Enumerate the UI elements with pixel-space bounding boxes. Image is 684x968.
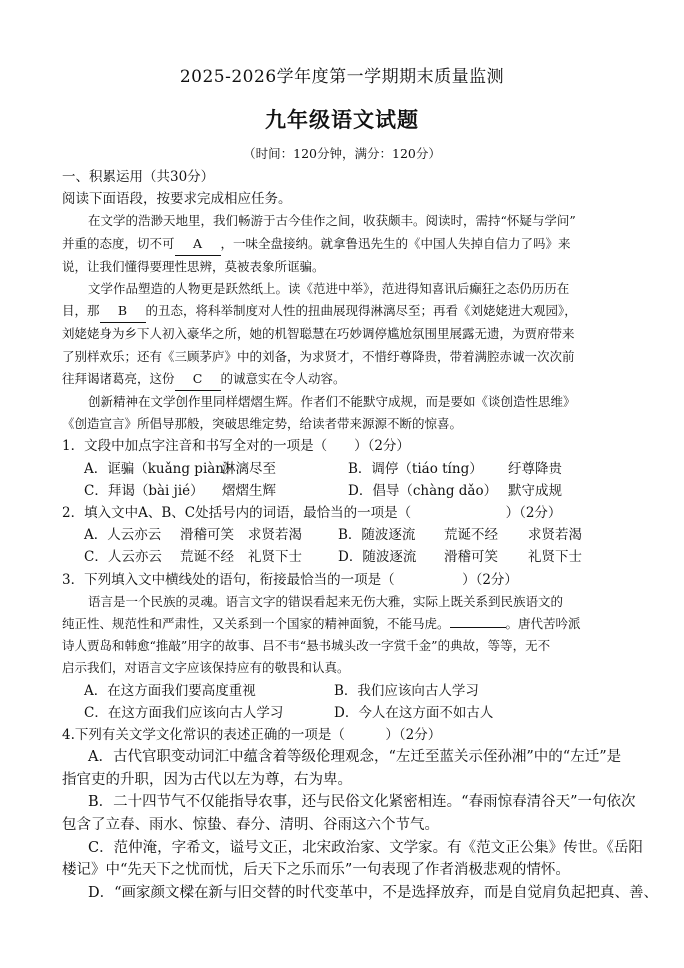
question-3-passage — [62, 591, 632, 680]
option-b[interactable]: B．调停（tiáo tíng） — [348, 460, 483, 477]
blank-a: A — [175, 233, 221, 256]
passage-line: 文学作品塑造的人物更是跃然纸上。读《范进中举》，范进得知喜讯后癫狂之态仍历历在 — [88, 281, 570, 297]
option-c[interactable]: C．拜谒（bài jié） — [84, 482, 204, 499]
question-1-stem: 1．文段中加点字注音和书写全对的一项是（ ）（2分） — [62, 438, 410, 455]
exam-title: 2025-2026学年度第一学期期末质量监测 — [179, 67, 505, 87]
passage-line: 语言是一个民族的灵魂。语言文字的错误看起来无伤大雅，实际上既关系到民族语文的 — [88, 593, 564, 609]
question-2-options-row — [62, 524, 632, 546]
option-d[interactable]: D．今人在这方面不如古人 — [334, 704, 494, 721]
passage-line: 说，让我们懂得要理性思辨，莫被表象所诓骗。 — [62, 258, 325, 274]
question-3-options-row — [62, 680, 632, 702]
option-word: 滑稽可笑 — [444, 549, 498, 566]
section-instruction: 阅读下面语段，按要求完成相应任务。 — [62, 191, 292, 208]
option-word: 荒诞不经 — [180, 549, 234, 566]
option-a[interactable]: A．人云亦云 — [84, 527, 162, 544]
blank-b: B — [100, 300, 146, 323]
option-b[interactable]: B．二十四节气不仅能指导农事，还与民俗文化紧密相连。“春雨惊春清谷天”一句依次 — [88, 794, 636, 811]
question-2-options-row — [62, 546, 632, 568]
blank-c: C — [175, 368, 221, 391]
option-word: 滑稽可笑 — [180, 527, 234, 544]
option-word: 礼贤下士 — [528, 549, 582, 566]
passage-line: 并重的态度，切不可 A ，一味全盘接纳。就拿鲁迅先生的《中国人失掉自信力了吗》来 — [62, 233, 632, 256]
passage-line: 启示我们，对语言文字应该保持应有的敬畏和认真。 — [62, 660, 350, 676]
option-word: 求贤若渴 — [248, 527, 302, 544]
option-word: 礼贤下士 — [248, 549, 302, 566]
option-a[interactable]: A．在这方面我们要高度重视 — [84, 682, 256, 699]
question-2-stem: 2．填入文中A、B、C处括号内的词语，最恰当的一项是（ ）（2分） — [62, 505, 562, 522]
passage-line: 刘姥姥身为乡下人初入豪华之所，她的机智聪慧在巧妙调停尴尬氛围里展露无遗，为贾府带来 — [62, 326, 575, 342]
option-c[interactable]: C．在这方面我们应该向古人学习 — [84, 704, 284, 721]
option-word: 求贤若渴 — [528, 527, 582, 544]
question-4-stem: 4.下列有关文学文化常识的表述正确的一项是（ ）（2分） — [62, 727, 442, 744]
answer-blank — [450, 627, 506, 628]
passage-line: 在文学的浩渺天地里，我们畅游于古今佳作之间，收获颇丰。阅读时，需持“怀疑与学问” — [88, 213, 576, 229]
option-d[interactable]: D．“画家颜文樑在新与旧交替的时代变革中，不是选择放弃，而是自觉肩负起把真、善、 — [88, 884, 659, 901]
option-a-word: 淋漓尽至 — [222, 460, 276, 477]
option-b[interactable]: B．随波逐流 — [338, 527, 416, 544]
time-info: （时间：120分钟，满分：120分） — [243, 146, 441, 161]
option-word: 荒诞不经 — [444, 527, 498, 544]
option-c[interactable]: C．范仲淹，字希文，谥号文正，北宋政治家、文学家。有《范文正公集》传世。《岳阳 — [88, 839, 643, 856]
subject-title: 九年级语文试题 — [265, 107, 419, 132]
option-c-cont: 楼记》中“先天下之忧而忧，后天下之乐而乐”一句表现了作者消极悲观的情怀。 — [62, 862, 570, 879]
passage-line: 往拜谒诸葛亮，这份 C 的诚意实在令人动容。 — [62, 368, 632, 391]
passage-line: 《创造宣言》所倡导那般，突破思维定势，给读者带来源源不断的惊喜。 — [62, 416, 463, 432]
option-a[interactable]: A．诓骗（kuǎng piàn） — [84, 460, 238, 477]
option-d[interactable]: D．随波逐流 — [338, 549, 417, 566]
question-3-options-row — [62, 702, 632, 724]
question-1-options-row — [62, 458, 632, 480]
option-b[interactable]: B．我们应该向古人学习 — [334, 682, 479, 699]
section-heading: 一、积累运用（共30分） — [62, 169, 215, 185]
passage-line: 纯正性、规范性和严肃性，又关系到一个国家的精神面貌，不能马虎。 。唐代苦吟派 — [62, 616, 581, 632]
option-c[interactable]: C．人云亦云 — [84, 549, 162, 566]
exam-content — [62, 166, 659, 904]
question-4-options — [62, 746, 659, 904]
option-d[interactable]: D．倡导（chàng dǎo） — [348, 482, 498, 499]
option-a[interactable]: A．古代官职变动词汇中蕴含着等级伦理观念，“左迁至蓝关示侄孙湘”中的“左迁”是 — [88, 749, 622, 766]
passage-line: 创新精神在文学创作里同样熠熠生辉。作者们不能默守成规，而是要如《谈创造性思维》 — [88, 394, 576, 410]
option-c-word: 熠熠生辉 — [222, 482, 276, 499]
passage-line: 了别样欢乐；还有《三顾茅庐》中的刘备，为求贤才，不惜纡尊降贵，带着满腔赤诚一次次前 — [62, 348, 575, 364]
reading-passage — [62, 210, 632, 435]
passage-line: 目，那 B 的丑态，将科举制度对人性的扭曲展现得淋漓尽至；再看《刘姥姥进大观园》， — [62, 300, 632, 323]
option-d-word: 默守成规 — [508, 482, 562, 499]
option-b-cont: 包含了立春、雨水、惊蛰、春分、清明、谷雨这六个节气。 — [62, 817, 439, 834]
passage-line: 诗人贾岛和韩愈“推敲”用字的故事、吕不韦“悬书城头改一字赏千金”的典故，等等，无不 — [62, 638, 551, 654]
question-1-options-row — [62, 480, 632, 502]
option-b-word: 纡尊降贵 — [508, 460, 562, 477]
option-a-cont: 指官吏的升职，因为古代以左为尊，右为卑。 — [62, 771, 352, 788]
question-3-stem: 3．下列填入文中横线处的语句，衔接最恰当的一项是（ ）（2分） — [62, 571, 518, 588]
